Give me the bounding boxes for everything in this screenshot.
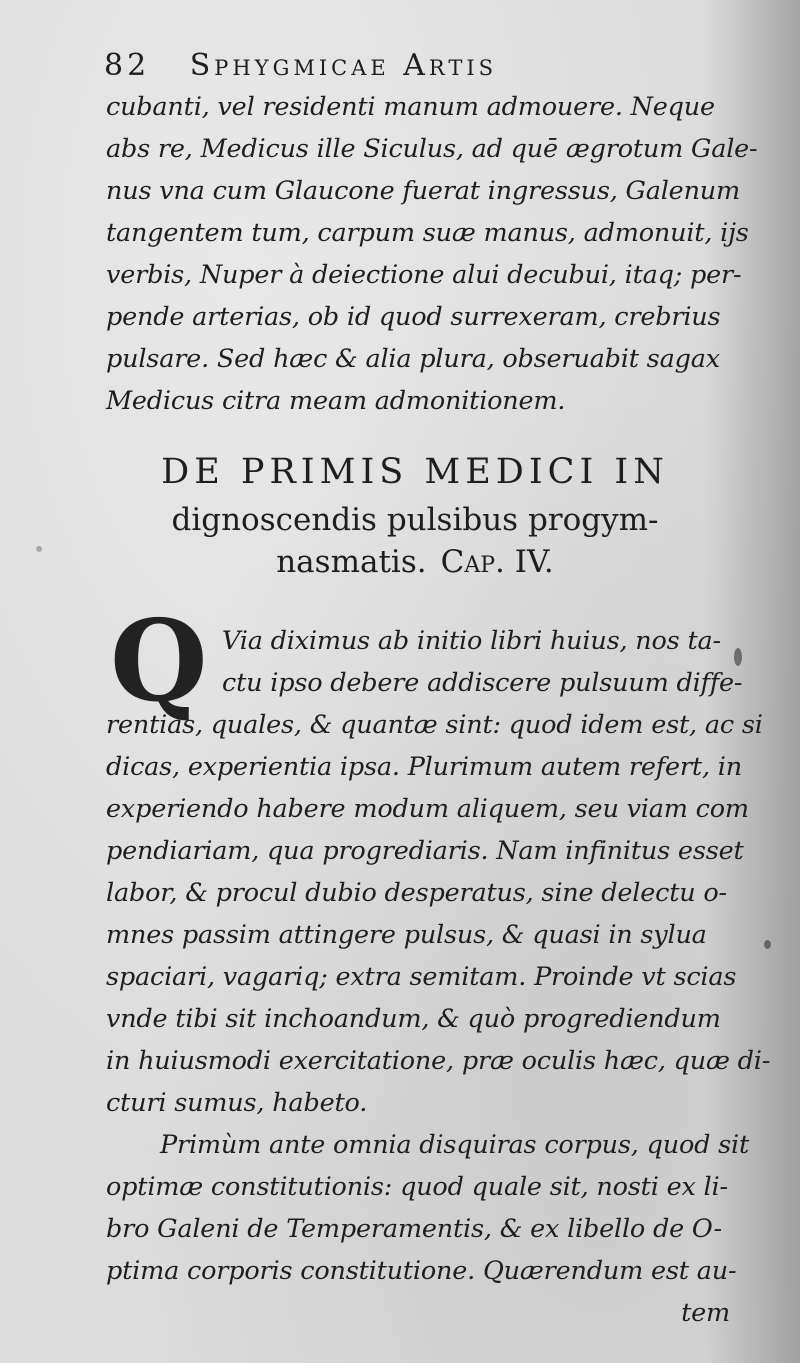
text-line: ptima corporis constitutione. Quærendum est au- [106, 1256, 737, 1286]
chapter-heading-line1: DE PRIMIS MEDICI IN [161, 452, 669, 492]
text-line: Primùm ante omnia disquiras corpus, quod sit [160, 1130, 750, 1160]
text-line: in huiusmodi exercitatione, præ oculis hæc, quæ di- [106, 1046, 771, 1076]
running-head [104, 48, 644, 88]
ink-spot [764, 940, 771, 949]
text-line: dicas, experientia ipsa. Plurimum autem refert, in [106, 752, 742, 782]
text-line: spaciari, vagariq; extra semitam. Proinde vt scias [106, 962, 737, 992]
text-line: vnde tibi sit inchoandum, & quò progrediendum [106, 1004, 721, 1034]
catchword: tem [681, 1298, 730, 1328]
running-title: Sphygmicae Artis [189, 48, 498, 83]
text-line: pulsare. Sed hæc & alia plura, obseruabit sagax [106, 344, 720, 374]
text-line: ctu ipso debere addiscere pulsuum diffe- [222, 668, 743, 698]
ink-spot [36, 546, 42, 552]
chapter-heading-line2: dignoscendis pulsibus progym- [171, 502, 659, 538]
ink-spot [734, 648, 742, 666]
text-line: pende arterias, ob id quod surrexeram, crebrius [106, 302, 721, 332]
text-line: experiendo habere modum aliquem, seu viam com [106, 794, 749, 824]
text-line: optimæ constitutionis: quod quale sit, nosti ex li- [106, 1172, 728, 1202]
text-line: pendiariam, qua progrediaris. Nam infinitus esset [106, 836, 744, 866]
chapter-label: Cap. IV. [440, 544, 554, 580]
text-line: bro Galeni de Temperamentis, & ex libello de O- [106, 1214, 722, 1244]
chapter-heading-line3 [110, 544, 720, 588]
text-line: Medicus citra meam admonitionem. [106, 386, 566, 416]
drop-cap: Q [110, 596, 208, 727]
text-line: Via diximus ab initio libri huius, nos ta- [222, 626, 721, 656]
text-line: mnes passim attingere pulsus, & quasi in sylua [106, 920, 707, 950]
text-line: cubanti, vel residenti manum admouere. Neque [106, 92, 715, 122]
text-line: rentias, quales, & quantæ sint: quod idem est, ac si [106, 710, 763, 740]
text-line: cturi sumus, habeto. [106, 1088, 368, 1118]
text-line: labor, & procul dubio desperatus, sine delectu o- [106, 878, 727, 908]
text-line: tangentem tum, carpum suæ manus, admonuit, ijs [106, 218, 749, 248]
page-number: 82 [104, 48, 151, 83]
chapter-heading-text: nasmatis. [276, 544, 427, 580]
text-line: verbis, Nuper à deiectione alui decubui, itaq; per- [106, 260, 742, 290]
text-line: abs re, Medicus ille Siculus, ad quē ægrotum Gale- [106, 134, 758, 164]
text-line: nus vna cum Glaucone fuerat ingressus, Galenum [106, 176, 740, 206]
